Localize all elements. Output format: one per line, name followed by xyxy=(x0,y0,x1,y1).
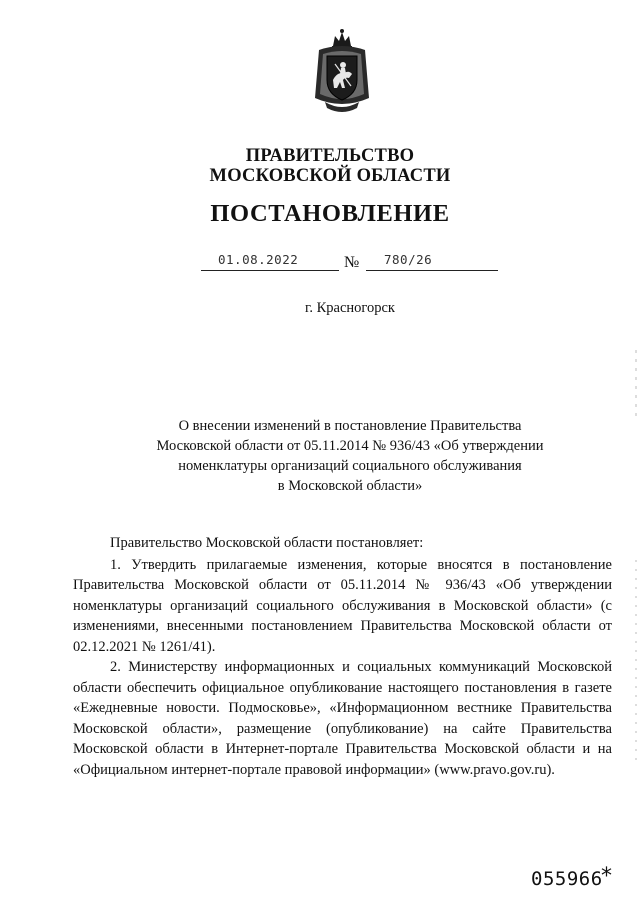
government-name-line-2: МОСКОВСКОЙ ОБЛАСТИ xyxy=(209,166,451,186)
heading-line: в Московской области» xyxy=(277,478,423,494)
registration-number: 055966 xyxy=(531,868,603,890)
document-date: 01.08.2022 xyxy=(218,252,299,267)
heading-line: О внесении изменений в постановление Правительства xyxy=(178,418,522,434)
body-lead: Правительство Московской области постановляет: xyxy=(110,535,424,551)
body-item-1: 1. Утвердить прилагаемые изменения, которые вносятся в постановление Правительства Московской области от 05.11.2014 № 936/43 «Об утверждении номенклатуры организаций социального обслуживания в Московской области» (с изменениями, внесенными постановлением Правительства Московской области от 02.12.2021 № 1261/41). xyxy=(73,556,612,655)
number-sign: № xyxy=(344,254,360,271)
document-body xyxy=(73,533,612,780)
body-item-2: 2. Министерству информационных и социальных коммуникаций Московской области обеспечить официальное опубликование настоящего постановления в газете «Ежедневные новости. Подмосковье», «Информационном вестнике Правительства Московской области», размещение (опубликование) на сайте Правительства Московской области в Интернет-портале Правительства Московской области и на «Официальном интернет-портале правовой информации» (www.pravo.gov.ru). xyxy=(73,659,612,778)
registration-mark: * xyxy=(601,864,612,889)
coat-of-arms-icon xyxy=(311,28,373,116)
document-type-title: ПОСТАНОВЛЕНИЕ xyxy=(210,200,450,227)
heading-line: Московской области от 05.11.2014 № 936/43 «Об утверждении xyxy=(156,438,544,454)
document-number: 780/26 xyxy=(384,252,433,267)
government-name-line-1: ПРАВИТЕЛЬСТВО xyxy=(245,146,415,166)
scan-edge-marks xyxy=(634,0,638,905)
heading-line: номенклатуры организаций социального обслуживания xyxy=(178,458,522,474)
city-name: г. Красногорск xyxy=(305,300,395,316)
document-heading xyxy=(120,416,580,496)
